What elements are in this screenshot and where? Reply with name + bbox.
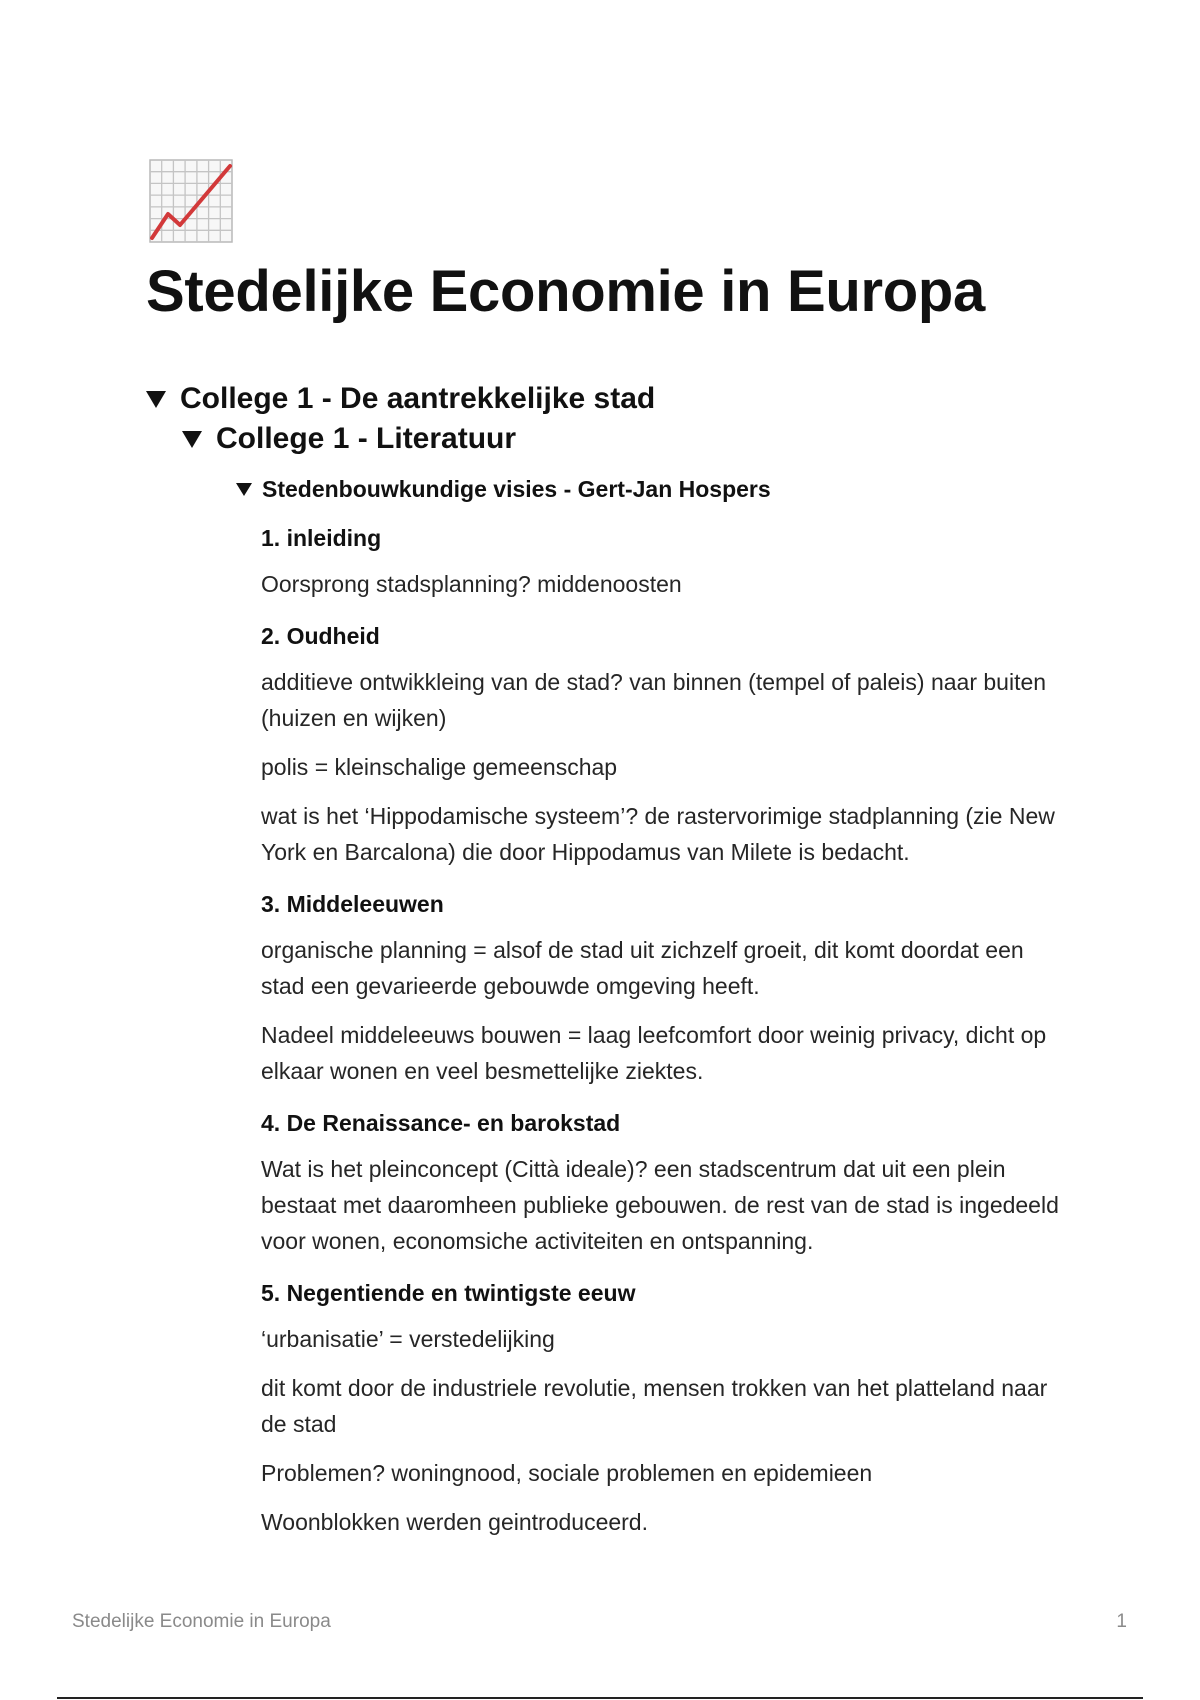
section-heading: 3. Middeleeuwen bbox=[261, 891, 444, 917]
paragraph: polis = kleinschalige gemeenschap bbox=[261, 754, 618, 780]
section-heading: 2. Oudheid bbox=[261, 623, 380, 649]
paragraph: organische planning = alsof de stad uit zichzelf groeit, dit komt doordat een stad een gevarieerde gebouwde omgeving heeft. bbox=[261, 937, 1024, 999]
toggle-stedenbouwkundige-visies[interactable] bbox=[236, 473, 771, 505]
page-title: Stedelijke Economie in Europa bbox=[146, 259, 985, 324]
footer-divider bbox=[57, 1697, 1143, 1699]
toggle-college-1[interactable] bbox=[146, 380, 655, 418]
toggle-literatuur-label: College 1 - Literatuur bbox=[216, 422, 517, 455]
chart-increasing-icon bbox=[148, 158, 234, 244]
paragraph: Wat is het pleinconcept (Città ideale)? een stadscentrum dat uit een plein bestaat met daaromheen publieke gebouwen. de rest van de stad is ingedeeld voor wonen, economsiche activiteiten en ontspanning. bbox=[261, 1156, 1059, 1254]
toggle-triangle-icon[interactable] bbox=[146, 391, 166, 408]
paragraph: additieve ontwikkleing van de stad? van binnen (tempel of paleis) naar buiten (huizen en wijken) bbox=[261, 669, 1047, 731]
toggle-triangle-icon[interactable] bbox=[236, 483, 252, 496]
paragraph: Nadeel middeleeuws bouwen = laag leefcomfort door weinig privacy, dicht op elkaar wonen en veel besmettelijke ziektes. bbox=[261, 1022, 1047, 1084]
paragraph: Problemen? woningnood, sociale problemen en epidemieen bbox=[261, 1460, 873, 1486]
paragraph: ‘urbanisatie’ = verstedelijking bbox=[261, 1326, 555, 1352]
section-heading: 1. inleiding bbox=[261, 525, 382, 551]
toggle-stedenbouwkundige-visies-label: Stedenbouwkundige visies - Gert-Jan Hospers bbox=[262, 475, 771, 502]
section-heading: 4. De Renaissance- en barokstad bbox=[261, 1110, 621, 1136]
toggle-college-1-label: College 1 - De aantrekkelijke stad bbox=[180, 382, 656, 415]
section-heading: 5. Negentiende en twintigste eeuw bbox=[261, 1280, 636, 1306]
paragraph: Oorsprong stadsplanning? middenoosten bbox=[261, 571, 682, 597]
toggle-literatuur[interactable] bbox=[182, 420, 516, 458]
paragraph: Woonblokken werden geintroduceerd. bbox=[261, 1509, 648, 1535]
toggle-content bbox=[261, 517, 1061, 1553]
toggle-triangle-icon[interactable] bbox=[182, 431, 202, 448]
footer-document-title: Stedelijke Economie in Europa bbox=[72, 1611, 331, 1632]
paragraph: wat is het ‘Hippodamische systeem’? de rastervorimige stadplanning (zie New York en Barcalona) die door Hippodamus van Milete is bedacht. bbox=[261, 803, 1055, 865]
footer-page-number: 1 bbox=[1116, 1611, 1127, 1632]
paragraph: dit komt door de industriele revolutie, mensen trokken van het platteland naar de stad bbox=[261, 1375, 1048, 1437]
